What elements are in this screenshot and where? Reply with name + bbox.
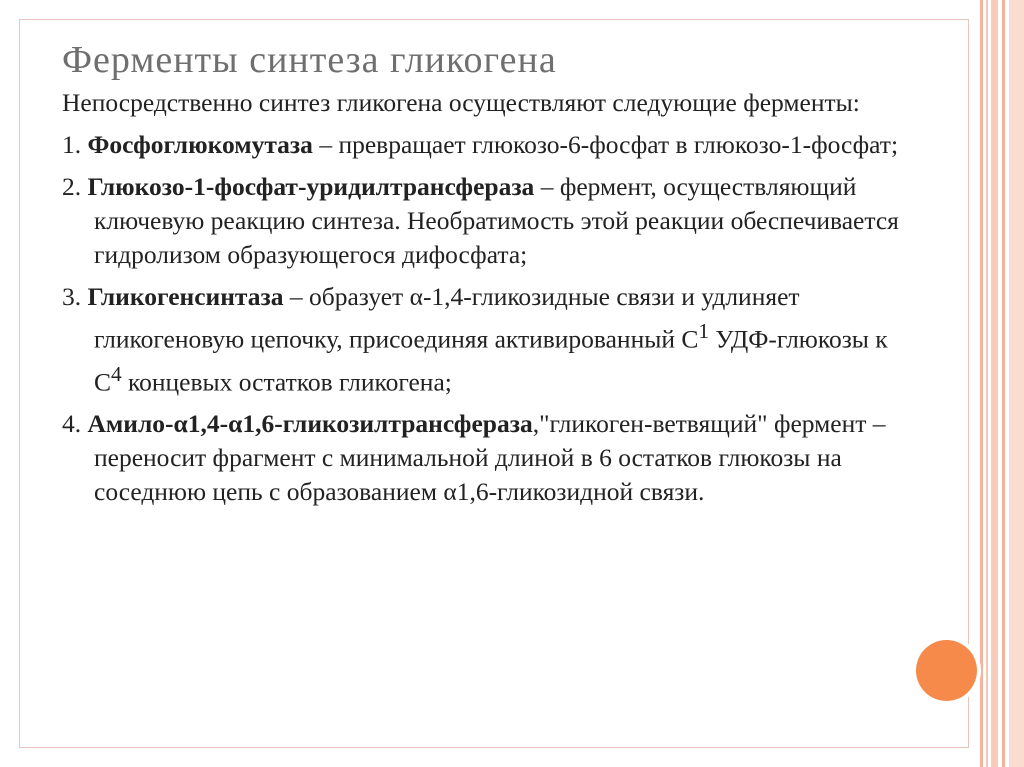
list-item — [62, 128, 912, 162]
list-item — [62, 280, 912, 399]
enzyme-name: Глюкозо-1-фосфат-уридилтрансфераза — [87, 172, 535, 201]
enzyme-name: Гликогенсинтаза — [87, 282, 284, 311]
enzyme-description: ,"гликоген-ветвящий" фермент – переносит фрагмент с минимальной длиной в 6 остатков глюкозы на соседнюю цепь с образованием α1,6-гликозидной связи. — [94, 409, 886, 506]
item-number: 1. — [62, 130, 82, 159]
enzyme-description: – превращает глюкозо-6-фосфат в глюкозо-1-фосфат; — [312, 130, 899, 159]
enzyme-description: – фермент, осуществляющий ключевую реакцию синтеза. Необратимость этой реакции обеспечивается гидролизом образующегося дифосфата; — [94, 172, 899, 269]
item-number: 2. — [62, 172, 82, 201]
enzyme-description: УДФ-глюкозы к С — [94, 324, 888, 396]
item-number: 4. — [62, 409, 82, 438]
list-item — [62, 170, 912, 272]
slide-title: Ферменты синтеза гликогена — [62, 39, 557, 81]
stripe — [980, 0, 983, 767]
list-item — [62, 407, 912, 509]
decorative-stripes — [980, 0, 1024, 767]
item-number: 3. — [62, 282, 82, 311]
decorative-circle — [916, 640, 977, 701]
enzyme-name: Фосфоглюкомутаза — [87, 130, 313, 159]
slide-content — [62, 86, 912, 517]
stripe — [1009, 0, 1024, 767]
superscript: 1 — [698, 319, 710, 343]
superscript: 4 — [111, 361, 122, 386]
enzyme-name: Амило-α1,4-α1,6-гликозилтрансфераза — [87, 409, 533, 438]
enzyme-description: концевых остатков гликогена; — [121, 367, 452, 396]
intro-paragraph: Непосредственно синтез гликогена осуществляют следующие ферменты: — [62, 88, 860, 117]
enzyme-description: – образует α-1,4-гликозидные связи и удлиняет гликогеновую цепочку, присоединяя активированный С — [94, 282, 800, 354]
stripe — [991, 0, 998, 767]
stripe — [1002, 0, 1005, 767]
stripe — [986, 0, 988, 767]
